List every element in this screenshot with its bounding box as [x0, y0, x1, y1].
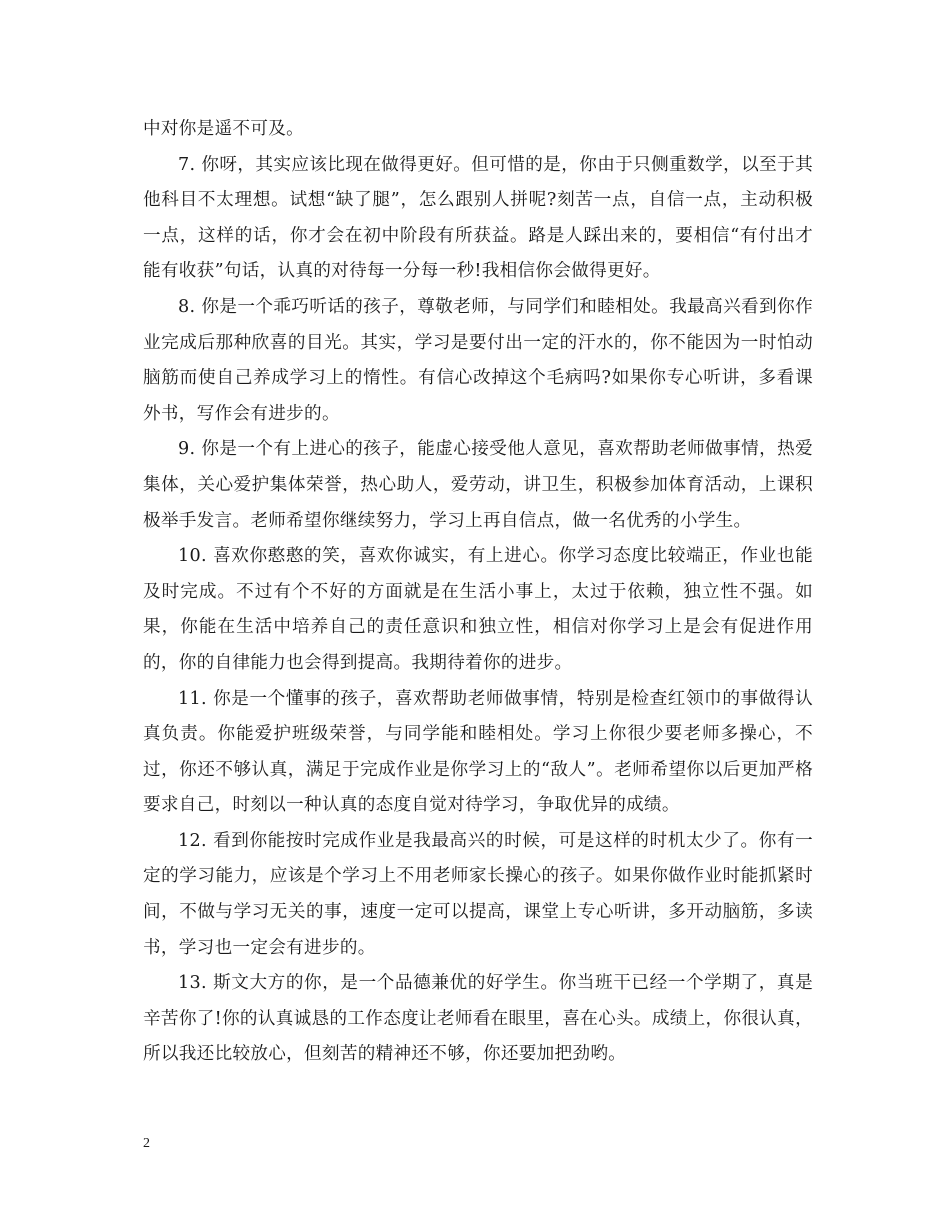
page-number: 2 [143, 1136, 150, 1151]
document-body [143, 112, 813, 1073]
paragraph-13: 13. 斯文大方的你，是一个品德兼优的好学生。你当班干已经一个学期了，真是辛苦你了!你的认真诚恳的工作态度让老师看在眼里，喜在心头。成绩上，你很认真，所以我还比较放心，但刻苦的精神还不够，你还要加把劲哟。 [143, 973, 813, 1065]
paragraph-8: 8. 你是一个乖巧听话的孩子，尊敬老师，与同学们和睦相处。我最高兴看到你作业完成后那种欣喜的目光。其实，学习是要付出一定的汗水的，你不能因为一时怕动脑筋而使自己养成学习上的惰性。有信心改掉这个毛病吗?如果你专心听讲，多看课外书，写作会有进步的。 [143, 296, 813, 424]
paragraph-10: 10. 喜欢你憨憨的笑，喜欢你诚实，有上进心。你学习态度比较端正，作业也能及时完成。不过有个不好的方面就是在生活小事上，太过于依赖，独立性不强。如果，你能在生活中培养自己的责任意识和独立性，相信对你学习上是会有促进作用的，你的自律能力也会得到提高。我期待着你的进步。 [143, 546, 813, 673]
paragraph-9: 9. 你是一个有上进心的孩子，能虚心接受他人意见，喜欢帮助老师做事情，热爱集体，关心爱护集体荣誉，热心助人，爱劳动，讲卫生，积极参加体育活动，上课积极举手发言。老师希望你继续努力，学习上再自信点，做一名优秀的小学生。 [143, 439, 813, 531]
paragraph-continued: 中对你是遥不可及。 [143, 119, 305, 139]
paragraph-12: 12. 看到你能按时完成作业是我最高兴的时候，可是这样的时机太少了。你有一定的学习能力，应该是个学习上不用老师家长操心的孩子。如果你做作业时能抓紧时间，不做与学习无关的事，速度一定可以提高，课堂上专心听讲，多开动脑筋，多读书，学习也一定会有进步的。 [143, 830, 813, 958]
paragraph-11: 11. 你是一个懂事的孩子，喜欢帮助老师做事情，特别是检查红领巾的事做得认真负责。你能爱护班级荣誉，与同学能和睦相处。学习上你很少要老师多操心，不过，你还不够认真，满足于完成作业是你学习上的“敌人”。老师希望你以后更加严格要求自己，时刻以一种认真的态度自觉对待学习，争取优异的成绩。 [143, 688, 813, 816]
paragraph-7: 7. 你呀，其实应该比现在做得更好。但可惜的是，你由于只侧重数学，以至于其他科目不太理想。试想“缺了腿”，怎么跟别人拼呢?刻苦一点，自信一点，主动积极一点，这样的话，你才会在初中阶段有所获益。路是人踩出来的，要相信“有付出才能有收获”句话，认真的对待每一分每一秒!我相信你会做得更好。 [143, 154, 813, 282]
